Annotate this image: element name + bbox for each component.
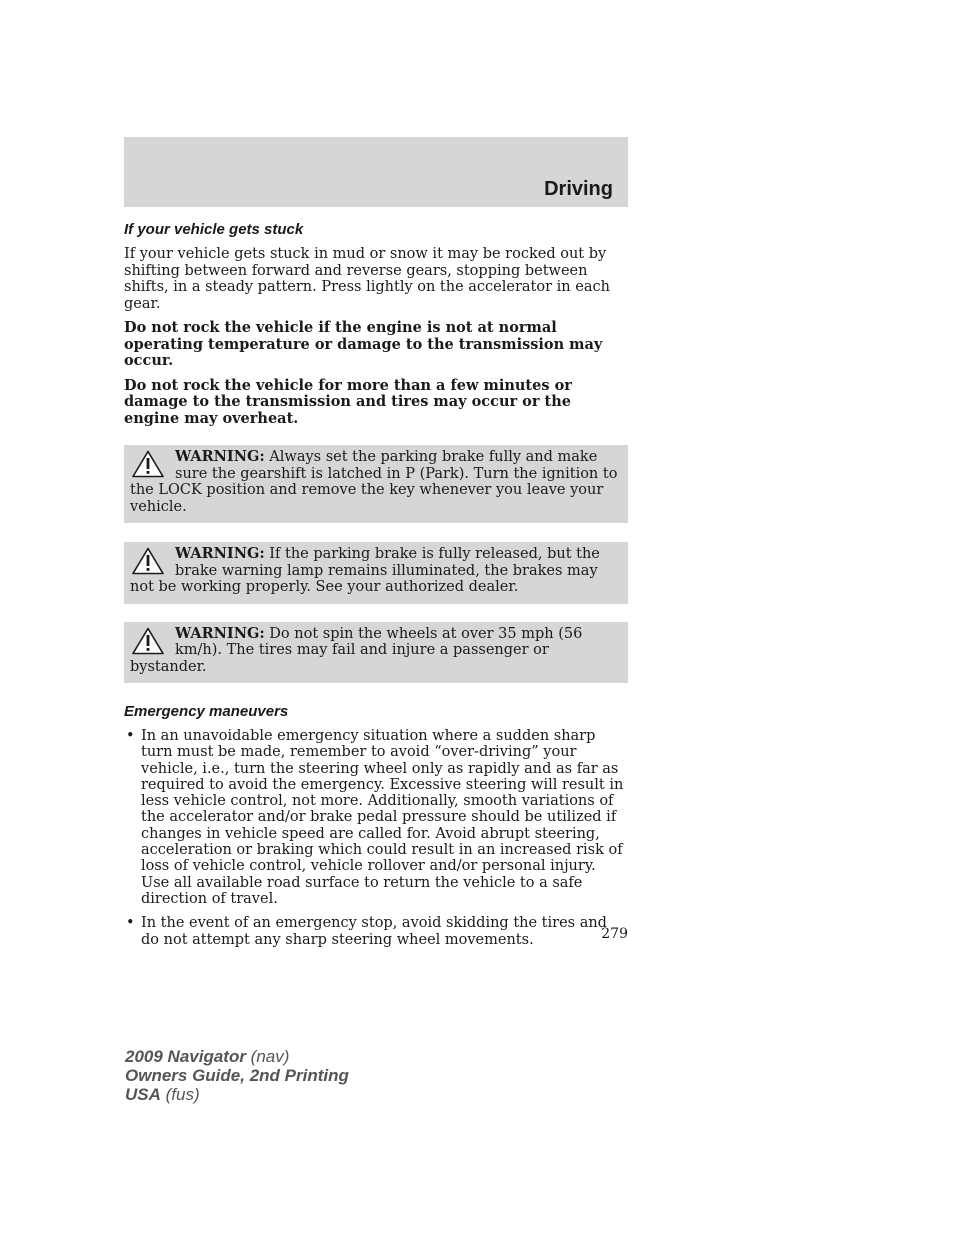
warning-triangle-icon (132, 627, 164, 655)
warning-label: WARNING: (175, 624, 265, 642)
paragraph-stuck-intro: If your vehicle gets stuck in mud or snow it may be rocked out by shifting between forward and reverse gears, stopping between shifts, in a steady pattern. Press lightly on the accelerator in each gear. (124, 246, 610, 312)
warning-text: Do not spin the wheels at over 35 mph (56 km/h). The tires may fail and injure a passenger or bystander. (130, 625, 583, 675)
footer-model-code: (nav) (245, 1047, 290, 1066)
warning-label: WARNING: (175, 545, 265, 562)
list-item-text: In an unavoidable emergency situation where a sudden sharp turn must be made, remember to avoid “over-driving” your vehicle, i.e., turn the steering wheel only as rapidly and as far as required to avoid the emergency. Excessive steering will result in less vehicle control, not more. Additionally, smooth variations of the accelerator and/or brake pedal pressure should be utilized if changes in vehicle speed are called for. Avoid abrupt steering, acceleration or braking which could result in an increased risk of loss of vehicle control, vehicle rollover and/or personal injury. Use all available road surface to return the vehicle to a safe direction of travel. (141, 728, 624, 907)
footer-line-model (125, 1047, 349, 1066)
footer-model: 2009 Navigator (125, 1047, 246, 1066)
document-footer (125, 1047, 349, 1104)
caution-rocking-duration: Do not rock the vehicle for more than a few minutes or damage to the transmission and tires may occur or the engine may overheat. (124, 376, 572, 427)
warning-label: WARNING: (175, 448, 265, 465)
bullet-icon: • (126, 915, 135, 932)
heading-vehicle-stuck: If your vehicle gets stuck (124, 221, 304, 238)
emergency-bullet-list (124, 728, 628, 948)
footer-market: USA (125, 1085, 161, 1104)
warning-triangle-icon (132, 547, 164, 575)
section-header-band (124, 137, 628, 207)
list-item (124, 915, 628, 948)
warning-text: Always set the parking brake fully and make sure the gearshift is latched in P (Park). Turn the ignition to the LOCK position and remove the key whenever you leave your vehicle. (130, 449, 618, 515)
list-item-text: In the event of an emergency stop, avoid skidding the tires and do not attempt any sharp steering wheel movements. (141, 915, 607, 948)
heading-emergency-maneuvers: Emergency maneuvers (124, 703, 289, 720)
list-item (124, 728, 628, 907)
warning-box-brake-lamp (124, 542, 628, 604)
warning-box-wheel-spin (124, 622, 628, 684)
page-content (124, 221, 628, 956)
bullet-icon: • (126, 728, 135, 744)
page-number: 279 (601, 926, 628, 942)
warning-text: If the parking brake is fully released, but the brake warning lamp remains illuminated, the brakes may not be working properly. See your authorized dealer. (130, 546, 600, 595)
section-title: Driving (544, 178, 613, 200)
footer-market-code: (fus) (160, 1085, 200, 1104)
warning-triangle-icon (132, 450, 164, 478)
footer-line-edition (125, 1066, 349, 1085)
caution-engine-temperature: Do not rock the vehicle if the engine is not at normal operating temperature or damage to the transmission may occur. (124, 319, 603, 369)
warning-box-parking-brake (124, 445, 628, 523)
footer-edition: Owners Guide, 2nd Printing (125, 1066, 349, 1085)
footer-line-market (125, 1085, 349, 1104)
